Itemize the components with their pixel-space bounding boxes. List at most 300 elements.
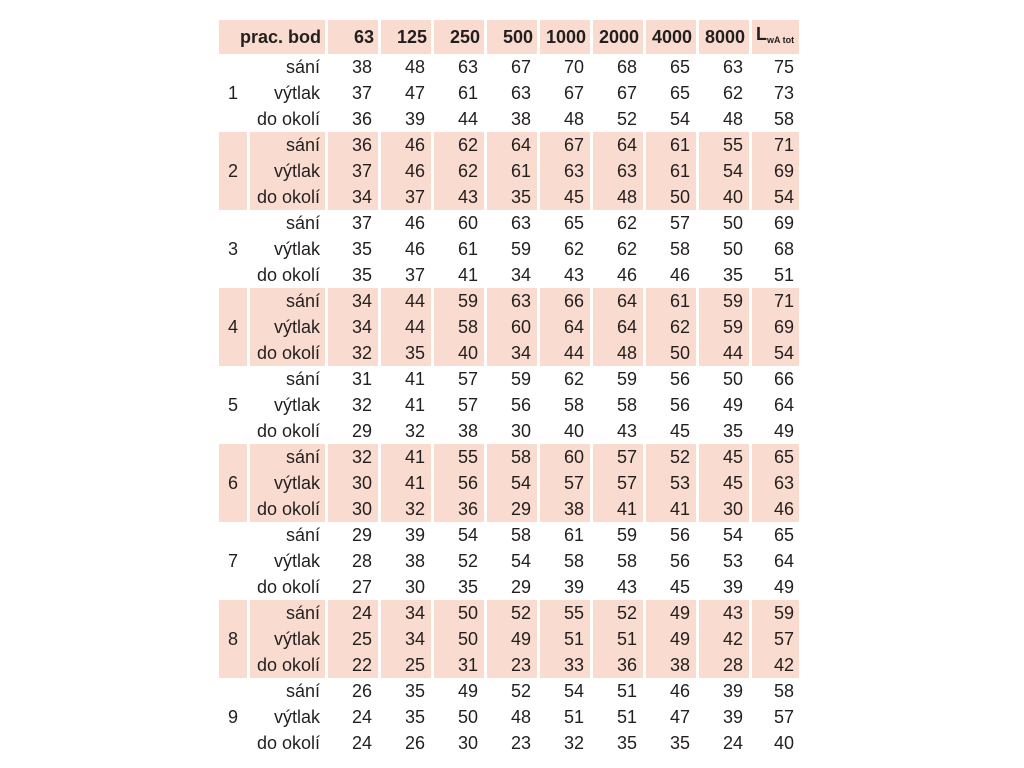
band-level-value: 23 xyxy=(487,652,537,678)
measurement-location: výtlak xyxy=(250,626,325,652)
band-level-value: 37 xyxy=(381,184,431,210)
frequency-header: 2000 xyxy=(593,20,643,54)
band-level-value: 67 xyxy=(616,83,637,103)
band-level-value: 50 xyxy=(646,184,696,210)
measurement-location: do okolí xyxy=(256,265,320,285)
table-row xyxy=(219,158,799,184)
frequency-header: 4000 xyxy=(646,20,696,54)
band-level-value: 30 xyxy=(328,470,378,496)
frequency-header: 8000 xyxy=(699,20,749,54)
band-level-value: 43 xyxy=(434,184,484,210)
band-level-value: 50 xyxy=(722,213,743,233)
band-level-value: 44 xyxy=(540,340,590,366)
band-level-value: 59 xyxy=(699,314,749,340)
band-level-value: 63 xyxy=(540,158,590,184)
band-level-value: 48 xyxy=(593,340,643,366)
table-row xyxy=(219,704,799,730)
band-level-value: 65 xyxy=(563,213,584,233)
total-level-value: 49 xyxy=(773,577,794,597)
band-level-value: 24 xyxy=(351,733,372,753)
band-level-value: 56 xyxy=(669,525,690,545)
band-level-value: 59 xyxy=(510,239,531,259)
table-body xyxy=(219,54,799,756)
table-row xyxy=(219,236,799,262)
total-level-value: 65 xyxy=(752,444,799,470)
band-level-value: 45 xyxy=(699,470,749,496)
total-level-subscript: wA tot xyxy=(767,35,795,45)
band-level-value: 60 xyxy=(540,444,590,470)
band-level-value: 24 xyxy=(351,707,372,727)
band-level-value: 67 xyxy=(563,83,584,103)
band-level-value: 26 xyxy=(351,681,372,701)
band-level-value: 57 xyxy=(593,470,643,496)
table-row xyxy=(219,366,799,392)
band-level-value: 32 xyxy=(351,395,372,415)
band-level-value: 43 xyxy=(699,600,749,626)
band-level-value: 40 xyxy=(563,421,584,441)
band-level-value: 41 xyxy=(646,496,696,522)
band-level-value: 24 xyxy=(328,600,378,626)
band-level-value: 54 xyxy=(699,158,749,184)
table-row xyxy=(219,314,799,340)
measurement-location: sání xyxy=(285,213,320,233)
band-level-value: 60 xyxy=(457,213,478,233)
measurement-location: sání xyxy=(250,444,325,470)
band-level-value: 35 xyxy=(381,340,431,366)
band-level-value: 46 xyxy=(381,158,431,184)
band-level-value: 34 xyxy=(487,340,537,366)
band-level-value: 63 xyxy=(487,288,537,314)
band-level-value: 40 xyxy=(434,340,484,366)
band-level-value: 35 xyxy=(487,184,537,210)
band-level-value: 28 xyxy=(699,652,749,678)
measurement-location: do okolí xyxy=(250,340,325,366)
band-level-value: 44 xyxy=(457,109,478,129)
measurement-location: do okolí xyxy=(256,733,320,753)
band-level-value: 34 xyxy=(328,314,378,340)
band-level-value: 49 xyxy=(646,626,696,652)
band-level-value: 47 xyxy=(669,707,690,727)
band-level-value: 57 xyxy=(593,444,643,470)
band-level-value: 43 xyxy=(563,265,584,285)
total-level-value: 58 xyxy=(773,681,794,701)
band-level-value: 63 xyxy=(593,158,643,184)
band-level-value: 35 xyxy=(457,577,478,597)
table-row xyxy=(219,184,799,210)
frequency-header: 63 xyxy=(328,20,378,54)
table-row xyxy=(219,522,799,548)
table-row xyxy=(219,678,799,704)
band-level-value: 56 xyxy=(510,395,531,415)
band-level-value: 57 xyxy=(457,369,478,389)
frequency-header: 250 xyxy=(434,20,484,54)
band-level-value: 61 xyxy=(646,158,696,184)
band-level-value: 44 xyxy=(699,340,749,366)
band-level-value: 38 xyxy=(646,652,696,678)
band-level-value: 59 xyxy=(616,525,637,545)
measurement-location: výtlak xyxy=(273,707,320,727)
band-level-value: 22 xyxy=(328,652,378,678)
band-level-value: 64 xyxy=(540,314,590,340)
band-level-value: 60 xyxy=(487,314,537,340)
band-level-value: 57 xyxy=(669,213,690,233)
band-level-value: 45 xyxy=(669,577,690,597)
band-level-value: 58 xyxy=(434,314,484,340)
band-level-value: 35 xyxy=(669,733,690,753)
band-level-value: 62 xyxy=(616,239,637,259)
table-row xyxy=(219,54,799,80)
band-level-value: 54 xyxy=(510,551,531,571)
band-level-value: 45 xyxy=(669,421,690,441)
band-level-value: 34 xyxy=(381,600,431,626)
band-level-value: 39 xyxy=(404,525,425,545)
band-level-value: 41 xyxy=(381,444,431,470)
table-row xyxy=(219,132,799,158)
band-level-value: 63 xyxy=(510,213,531,233)
band-level-value: 59 xyxy=(699,288,749,314)
band-level-value: 49 xyxy=(646,600,696,626)
measurement-location: sání xyxy=(250,132,325,158)
total-level-value: 57 xyxy=(752,626,799,652)
band-level-value: 50 xyxy=(434,600,484,626)
band-level-value: 52 xyxy=(510,681,531,701)
band-level-value: 58 xyxy=(616,551,637,571)
band-level-value: 36 xyxy=(328,132,378,158)
band-level-value: 58 xyxy=(563,395,584,415)
band-level-value: 61 xyxy=(646,288,696,314)
band-level-value: 57 xyxy=(457,395,478,415)
band-level-value: 49 xyxy=(722,395,743,415)
band-level-value: 24 xyxy=(722,733,743,753)
band-level-value: 32 xyxy=(328,444,378,470)
band-level-value: 32 xyxy=(404,421,425,441)
measurement-location: výtlak xyxy=(250,158,325,184)
band-level-value: 46 xyxy=(616,265,637,285)
band-level-value: 41 xyxy=(593,496,643,522)
total-level-value: 46 xyxy=(752,496,799,522)
band-level-value: 36 xyxy=(351,109,372,129)
band-level-value: 38 xyxy=(404,551,425,571)
band-level-value: 54 xyxy=(457,525,478,545)
band-level-value: 48 xyxy=(404,57,425,77)
total-level-value: 69 xyxy=(773,213,794,233)
frequency-header: 1000 xyxy=(540,20,590,54)
band-level-value: 46 xyxy=(381,132,431,158)
band-level-value: 62 xyxy=(616,213,637,233)
band-level-value: 30 xyxy=(510,421,531,441)
band-level-value: 35 xyxy=(722,421,743,441)
band-level-value: 39 xyxy=(722,577,743,597)
total-level-value: 71 xyxy=(752,288,799,314)
band-level-value: 28 xyxy=(351,551,372,571)
band-level-value: 34 xyxy=(381,626,431,652)
band-level-value: 66 xyxy=(540,288,590,314)
band-level-value: 38 xyxy=(540,496,590,522)
band-level-value: 32 xyxy=(381,496,431,522)
band-level-value: 63 xyxy=(722,57,743,77)
band-level-value: 41 xyxy=(381,470,431,496)
band-level-value: 52 xyxy=(646,444,696,470)
band-level-value: 48 xyxy=(510,707,531,727)
band-level-value: 48 xyxy=(593,184,643,210)
band-level-value: 68 xyxy=(616,57,637,77)
band-level-value: 49 xyxy=(457,681,478,701)
band-level-value: 30 xyxy=(699,496,749,522)
measurement-location: sání xyxy=(285,525,320,545)
band-level-value: 30 xyxy=(404,577,425,597)
measurement-location: výtlak xyxy=(273,83,320,103)
band-level-value: 41 xyxy=(457,265,478,285)
band-level-value: 65 xyxy=(669,57,690,77)
table-row xyxy=(219,652,799,678)
table-row xyxy=(219,392,799,418)
band-level-value: 23 xyxy=(510,733,531,753)
band-level-value: 46 xyxy=(669,265,690,285)
band-level-value: 48 xyxy=(563,109,584,129)
total-level-value: 71 xyxy=(752,132,799,158)
band-level-value: 58 xyxy=(616,395,637,415)
total-level-value: 64 xyxy=(773,395,794,415)
total-level-value: 69 xyxy=(752,314,799,340)
band-level-value: 29 xyxy=(351,421,372,441)
measurement-location: výtlak xyxy=(250,314,325,340)
band-level-value: 57 xyxy=(540,470,590,496)
band-level-value: 42 xyxy=(699,626,749,652)
band-level-value: 58 xyxy=(563,551,584,571)
table-row xyxy=(219,418,799,444)
band-level-value: 62 xyxy=(646,314,696,340)
total-level-value: 40 xyxy=(773,733,794,753)
operating-point-number: 9 xyxy=(227,707,238,727)
operating-point-number: 1 xyxy=(227,83,238,103)
measurement-location: sání xyxy=(285,681,320,701)
band-level-value: 59 xyxy=(434,288,484,314)
band-level-value: 44 xyxy=(381,314,431,340)
band-level-value: 41 xyxy=(404,369,425,389)
band-level-value: 45 xyxy=(540,184,590,210)
band-level-value: 35 xyxy=(722,265,743,285)
band-level-value: 48 xyxy=(722,109,743,129)
table-row xyxy=(219,626,799,652)
frequency-header: 500 xyxy=(487,20,537,54)
band-level-value: 43 xyxy=(616,421,637,441)
band-level-value: 64 xyxy=(593,314,643,340)
band-level-value: 25 xyxy=(328,626,378,652)
operating-point-number: 5 xyxy=(227,395,238,415)
operating-point-number: 6 xyxy=(219,444,247,522)
band-level-value: 44 xyxy=(381,288,431,314)
band-level-value: 64 xyxy=(593,288,643,314)
total-level-header xyxy=(752,20,799,54)
measurement-location: sání xyxy=(285,57,320,77)
band-level-value: 58 xyxy=(669,239,690,259)
table-row xyxy=(219,210,799,236)
total-level-value: 54 xyxy=(752,184,799,210)
band-level-value: 30 xyxy=(328,496,378,522)
header-row xyxy=(219,20,799,54)
band-level-value: 33 xyxy=(540,652,590,678)
band-level-value: 61 xyxy=(563,525,584,545)
band-level-value: 56 xyxy=(669,551,690,571)
band-level-value: 25 xyxy=(381,652,431,678)
band-level-value: 67 xyxy=(540,132,590,158)
operating-point-number: 7 xyxy=(227,551,238,571)
band-level-value: 55 xyxy=(434,444,484,470)
measurement-location: do okolí xyxy=(256,109,320,129)
measurement-location: sání xyxy=(250,288,325,314)
table-row xyxy=(219,470,799,496)
operating-point-header: prac. bod xyxy=(219,20,325,54)
band-level-value: 50 xyxy=(434,626,484,652)
band-level-value: 46 xyxy=(404,239,425,259)
band-level-value: 56 xyxy=(669,369,690,389)
band-level-value: 36 xyxy=(434,496,484,522)
band-level-value: 26 xyxy=(404,733,425,753)
band-level-value: 51 xyxy=(593,626,643,652)
measurement-location: do okolí xyxy=(250,652,325,678)
band-level-value: 31 xyxy=(434,652,484,678)
table-row xyxy=(219,496,799,522)
total-level-value: 75 xyxy=(773,57,794,77)
band-level-value: 50 xyxy=(722,239,743,259)
band-level-value: 39 xyxy=(563,577,584,597)
total-level-value: 69 xyxy=(752,158,799,184)
band-level-value: 37 xyxy=(351,83,372,103)
band-level-value: 35 xyxy=(616,733,637,753)
table-row xyxy=(219,730,799,756)
band-level-value: 39 xyxy=(722,707,743,727)
measurement-location: do okolí xyxy=(256,421,320,441)
band-level-value: 52 xyxy=(616,109,637,129)
band-level-value: 38 xyxy=(351,57,372,77)
total-level-value: 65 xyxy=(773,525,794,545)
band-level-value: 51 xyxy=(616,681,637,701)
table-row xyxy=(219,340,799,366)
band-level-value: 54 xyxy=(563,681,584,701)
band-level-value: 53 xyxy=(646,470,696,496)
measurement-location: výtlak xyxy=(273,239,320,259)
band-level-value: 51 xyxy=(563,707,584,727)
band-level-value: 35 xyxy=(404,681,425,701)
total-level-value: 49 xyxy=(773,421,794,441)
total-level-value: 66 xyxy=(773,369,794,389)
table-row xyxy=(219,548,799,574)
band-level-value: 37 xyxy=(351,213,372,233)
table-row xyxy=(219,574,799,600)
band-level-value: 35 xyxy=(404,707,425,727)
band-level-value: 55 xyxy=(540,600,590,626)
band-level-value: 62 xyxy=(434,158,484,184)
measurement-location: výtlak xyxy=(273,551,320,571)
measurement-location: sání xyxy=(285,369,320,389)
band-level-value: 34 xyxy=(328,288,378,314)
band-level-value: 61 xyxy=(457,239,478,259)
band-level-value: 61 xyxy=(487,158,537,184)
total-level-value: 57 xyxy=(773,707,794,727)
measurement-location: do okolí xyxy=(250,184,325,210)
band-level-value: 39 xyxy=(722,681,743,701)
band-level-value: 52 xyxy=(593,600,643,626)
band-level-value: 29 xyxy=(351,525,372,545)
table-row xyxy=(219,600,799,626)
table-row xyxy=(219,262,799,288)
band-level-value: 61 xyxy=(457,83,478,103)
total-level-value: 68 xyxy=(773,239,794,259)
band-level-value: 51 xyxy=(616,707,637,727)
band-level-value: 59 xyxy=(616,369,637,389)
band-level-value: 63 xyxy=(510,83,531,103)
band-level-value: 51 xyxy=(540,626,590,652)
band-level-value: 58 xyxy=(510,525,531,545)
band-level-value: 58 xyxy=(487,444,537,470)
band-level-value: 29 xyxy=(510,577,531,597)
band-level-value: 47 xyxy=(404,83,425,103)
band-level-value: 30 xyxy=(457,733,478,753)
measurement-location: výtlak xyxy=(273,395,320,415)
table-row xyxy=(219,106,799,132)
band-level-value: 29 xyxy=(487,496,537,522)
band-level-value: 45 xyxy=(699,444,749,470)
band-level-value: 27 xyxy=(351,577,372,597)
band-level-value: 67 xyxy=(510,57,531,77)
band-level-value: 32 xyxy=(328,340,378,366)
band-level-value: 53 xyxy=(722,551,743,571)
noise-level-table xyxy=(216,20,802,756)
band-level-value: 50 xyxy=(646,340,696,366)
band-level-value: 65 xyxy=(669,83,690,103)
band-level-value: 62 xyxy=(563,239,584,259)
band-level-value: 37 xyxy=(328,158,378,184)
operating-point-number: 8 xyxy=(219,600,247,678)
operating-point-number: 3 xyxy=(227,239,238,259)
table-row xyxy=(219,288,799,314)
total-level-symbol: L xyxy=(756,24,767,44)
table-row xyxy=(219,80,799,106)
table-row xyxy=(219,444,799,470)
total-level-value: 51 xyxy=(773,265,794,285)
band-level-value: 43 xyxy=(616,577,637,597)
total-level-value: 58 xyxy=(773,109,794,129)
total-level-value: 59 xyxy=(752,600,799,626)
band-level-value: 56 xyxy=(434,470,484,496)
total-level-value: 73 xyxy=(773,83,794,103)
band-level-value: 38 xyxy=(457,421,478,441)
band-level-value: 46 xyxy=(669,681,690,701)
band-level-value: 62 xyxy=(722,83,743,103)
band-level-value: 61 xyxy=(646,132,696,158)
band-level-value: 46 xyxy=(404,213,425,233)
band-level-value: 62 xyxy=(434,132,484,158)
frequency-header: 125 xyxy=(381,20,431,54)
band-level-value: 39 xyxy=(404,109,425,129)
operating-point-number: 4 xyxy=(219,288,247,366)
band-level-value: 52 xyxy=(457,551,478,571)
band-level-value: 41 xyxy=(404,395,425,415)
measurement-location: do okolí xyxy=(256,577,320,597)
measurement-location: do okolí xyxy=(250,496,325,522)
measurement-location: sání xyxy=(250,600,325,626)
band-level-value: 38 xyxy=(510,109,531,129)
band-level-value: 49 xyxy=(487,626,537,652)
band-level-value: 55 xyxy=(699,132,749,158)
band-level-value: 56 xyxy=(669,395,690,415)
band-level-value: 64 xyxy=(593,132,643,158)
band-level-value: 54 xyxy=(669,109,690,129)
band-level-value: 31 xyxy=(351,369,372,389)
total-level-value: 64 xyxy=(773,551,794,571)
band-level-value: 40 xyxy=(699,184,749,210)
band-level-value: 32 xyxy=(563,733,584,753)
